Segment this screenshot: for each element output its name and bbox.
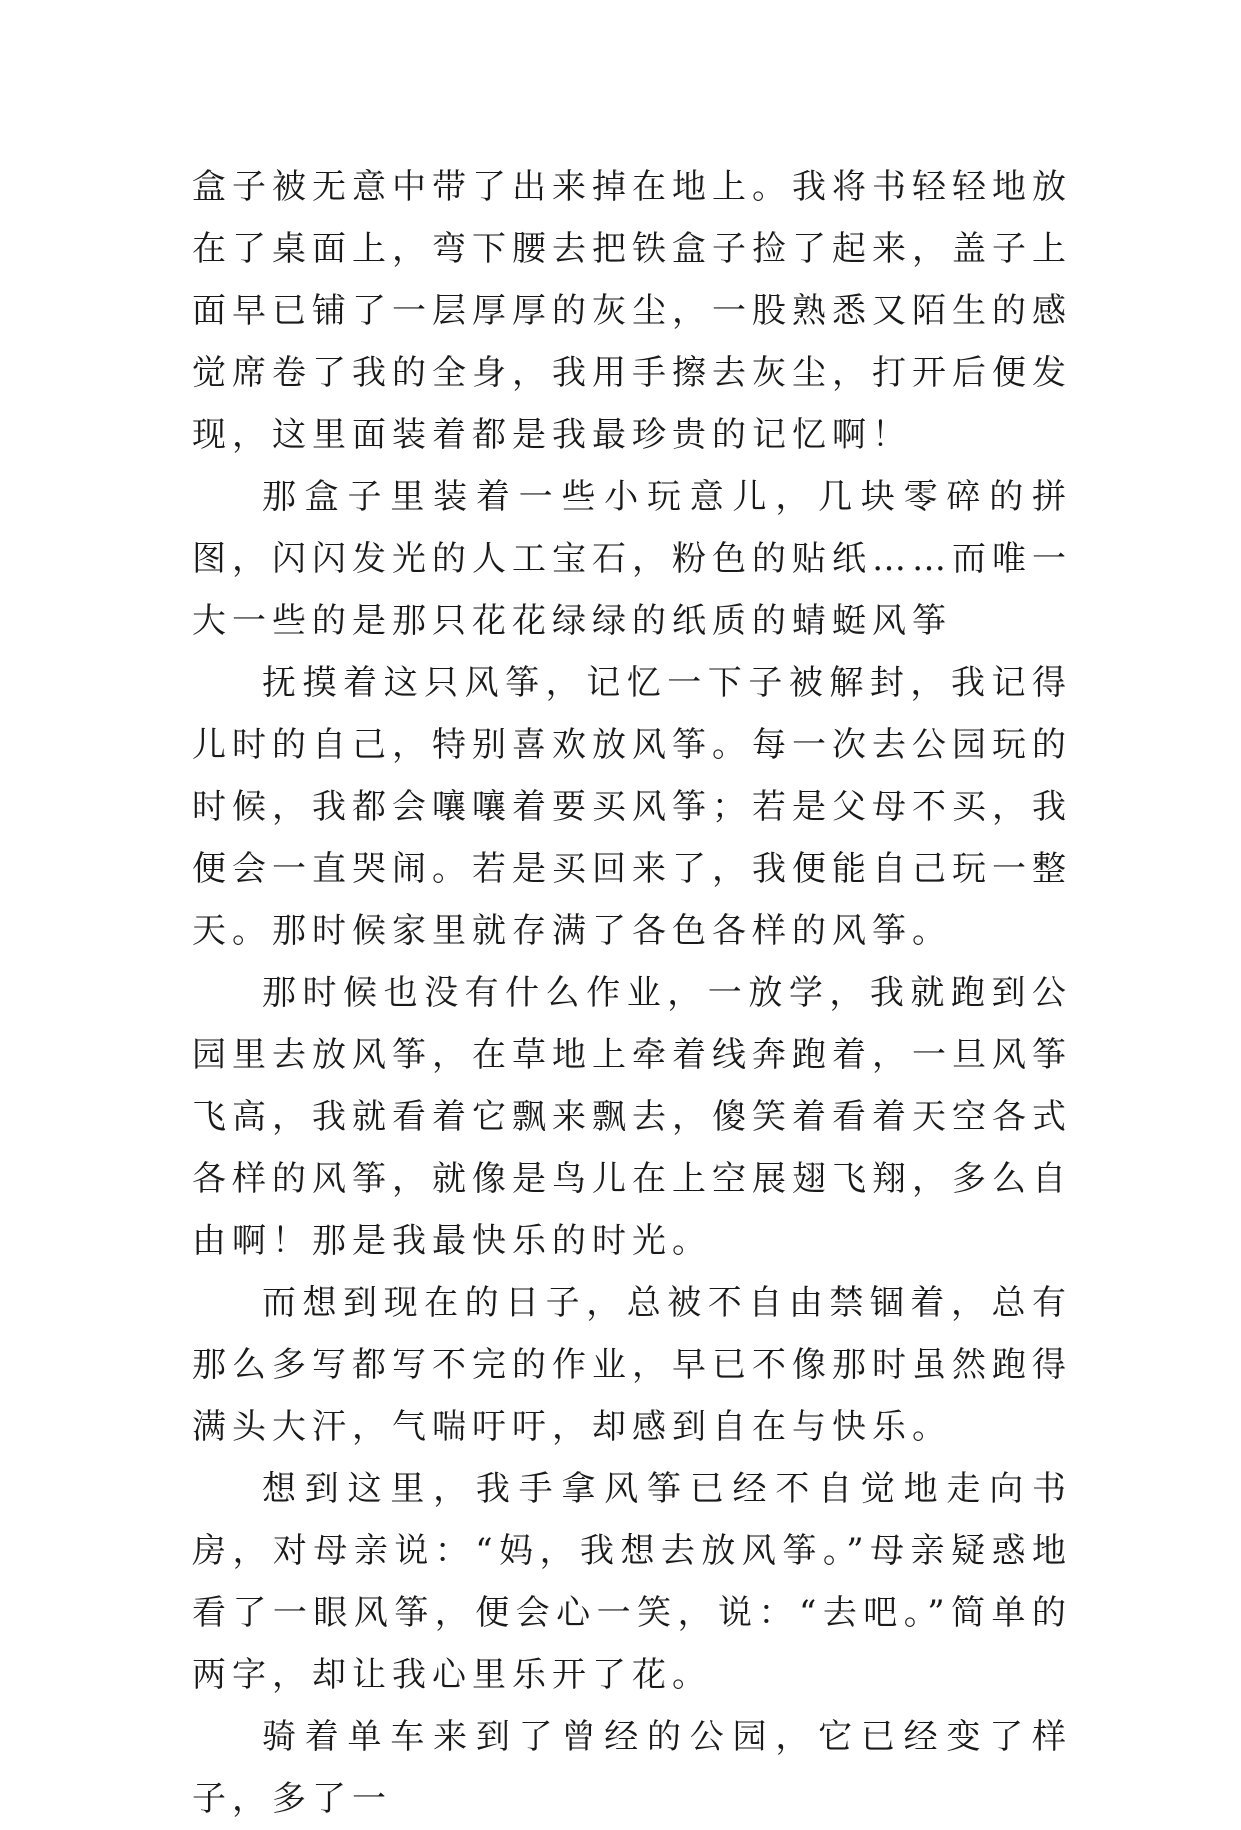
- paragraph-7: 骑着单车来到了曾经的公园，它已经变了样子，多了一: [192, 1717, 1072, 1819]
- paragraph-6: 想到这里，我手拿风筝已经不自觉地走向书房，对母亲说：“妈，我想去放风筝。”母亲疑惑地看了一眼风筝，便会心一笑，说：“去吧。”简单的两字，却让我心里乐开了花。: [192, 1469, 1072, 1695]
- paragraph-5: 而想到现在的日子，总被不自由禁锢着，总有那么多写都写不完的作业，早已不像那时虽然跑得满头大汗，气喘吁吁，却感到自在与快乐。: [192, 1283, 1072, 1447]
- paragraph-4: 那时候也没有什么作业，一放学，我就跑到公园里去放风筝，在草地上牵着线奔跑着，一旦风筝飞高，我就看着它飘来飘去，傻笑着看着天空各式各样的风筝，就像是鸟儿在上空展翅飞翔，多么自由啊！那是我最快乐的时光。: [192, 973, 1072, 1261]
- body-text: [192, 156, 1072, 1830]
- paragraph-2: 那盒子里装着一些小玩意儿，几块零碎的拼图，闪闪发光的人工宝石，粉色的贴纸……而唯一大一些的是那只花花绿绿的纸质的蜻蜓风筝: [192, 477, 1072, 641]
- paragraph-1: 盒子被无意中带了出来掉在地上。我将书轻轻地放在了桌面上，弯下腰去把铁盒子捡了起来，盖子上面早已铺了一层厚厚的灰尘，一股熟悉又陌生的感觉席卷了我的全身，我用手擦去灰尘，打开后便发现，这里面装着都是我最珍贵的记忆啊！: [192, 167, 1072, 455]
- paragraph-3: 抚摸着这只风筝，记忆一下子被解封，我记得儿时的自己，特别喜欢放风筝。每一次去公园玩的时候，我都会嚷嚷着要买风筝；若是父母不买，我便会一直哭闹。若是买回来了，我便能自己玩一整天。那时候家里就存满了各色各样的风筝。: [192, 663, 1072, 951]
